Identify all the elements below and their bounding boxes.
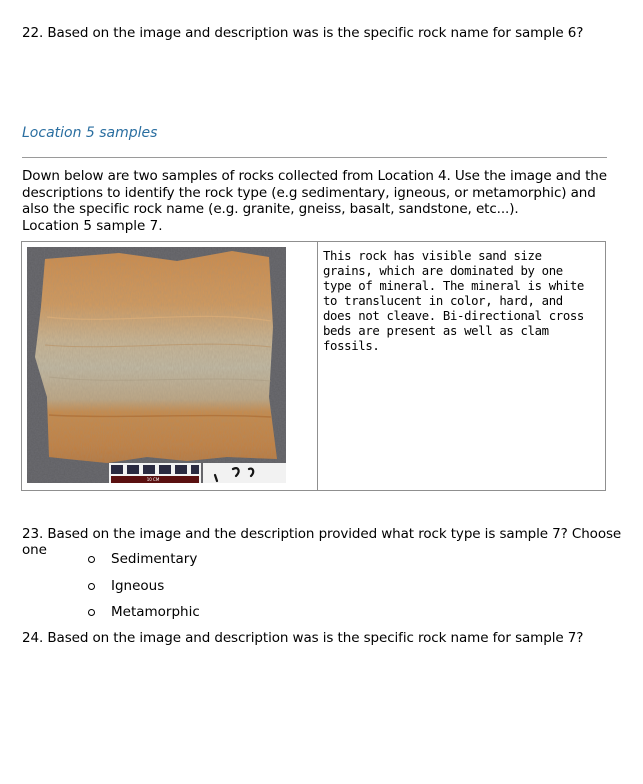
question-22: 22. Based on the image and description was is the specific rock name for sample 6?: [22, 25, 584, 41]
question-23: 23. Based on the image and the description provided what rock type is sample 7? Choose one: [22, 526, 622, 558]
scale-label: 10 CM: [146, 477, 160, 482]
option-label: Sedimentary: [111, 551, 198, 567]
intro-paragraph: Down below are two samples of rocks collected from Location 4. Use the image and the descriptions to identify the rock type (e.g sedimentary, igneous, or metamorphic) and also the specific rock name (e.g. granite, gneiss, basalt, sandstone, etc...).: [22, 168, 607, 217]
rock-photo: [27, 247, 286, 483]
question-24: 24. Based on the image and description was is the specific rock name for sample 7?: [22, 630, 584, 646]
option-sedimentary[interactable]: [88, 551, 200, 578]
rock-type-options: [88, 551, 200, 631]
sample-heading: Location 5 sample 7.: [22, 218, 163, 234]
sample-image-cell: [22, 242, 318, 490]
section-divider: [22, 157, 607, 158]
bullet-icon: [88, 609, 95, 616]
option-metamorphic[interactable]: [88, 604, 200, 631]
option-igneous[interactable]: [88, 578, 200, 605]
bullet-icon: [88, 583, 95, 590]
bullet-icon: [88, 556, 95, 563]
option-label: Metamorphic: [111, 604, 200, 620]
section-title: Location 5 samples: [22, 125, 158, 141]
scale-bar: [109, 463, 201, 483]
sample-table: [21, 241, 606, 491]
sample-description: This rock has visible sand size grains, which are dominated by one type of mineral. The mineral is white to translucent in color, hard, and does not cleave. Bi-directional cross beds are present as well as clam fossils.: [323, 249, 584, 353]
option-label: Igneous: [111, 577, 165, 594]
